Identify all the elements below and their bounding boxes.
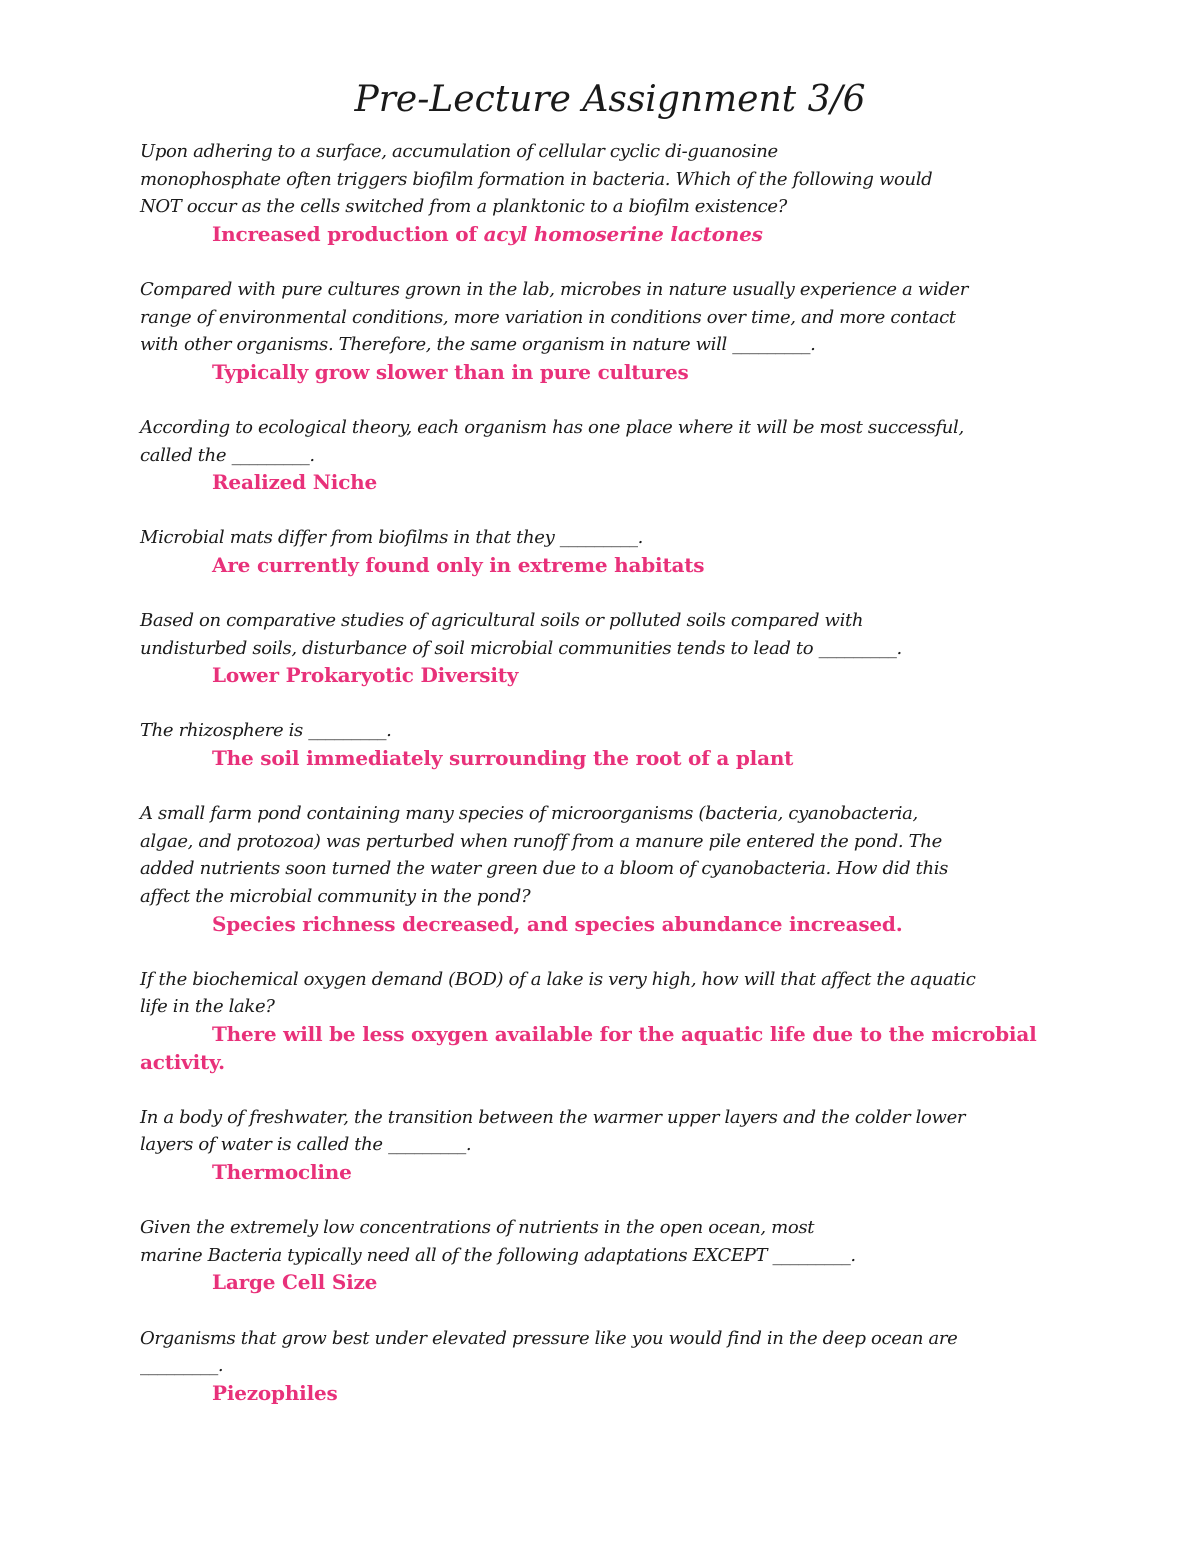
question-text: Microbial mats differ from biofilms in that they _________. <box>140 527 644 549</box>
answer-prefix: Increased production of <box>212 221 484 246</box>
question-text: In a body of freshwater, the transition between the warmer upper layers and the colder lower layers of water is called the _________. <box>140 1106 966 1156</box>
answer-text: Species richness decreased, and species abundance increased. <box>212 911 903 936</box>
question-text: Compared with pure cultures grown in the lab, microbes in nature usually experience a wider range of environmental conditions, more variation in conditions over time, and more contact with other organisms. Therefore, the same organism in nature will _________. <box>140 278 968 356</box>
question-block-2 <box>140 276 1070 386</box>
question-text: A small farm pond containing many species of microorganisms (bacteria, cyanobacteria, algae, and protozoa) was perturbed when runoff from a manure pile entered the pond. The added nutrients soon turned the water green due to a bloom of cyanobacteria. How did this affect the microbial community in the pond? <box>140 803 949 908</box>
question-block-11 <box>140 1325 1070 1408</box>
question-text: According to ecological theory, each organism has one place where it will be most successful, called the _________. <box>140 416 964 466</box>
question-block-9 <box>140 1104 1070 1187</box>
question-block-3 <box>140 414 1070 497</box>
answer-text: Piezophiles <box>212 1380 338 1405</box>
answer-text <box>140 221 1070 249</box>
answer-text: There will be less oxygen available for the aquatic life due to the microbial activity. <box>140 1022 1037 1074</box>
question-text: Given the extremely low concentrations of nutrients in the open ocean, most marine Bacteria typically need all of the following adaptations EXCEPT _________. <box>140 1217 856 1266</box>
answer-italic-term: acyl homoserine lactones <box>483 221 763 246</box>
answer-text: Thermocline <box>212 1159 352 1184</box>
question-block-8 <box>140 966 1070 1076</box>
page-title: Pre-Lecture Assignment 3/6 <box>354 79 866 120</box>
answer-text: Large Cell Size <box>212 1270 378 1295</box>
question-block-1 <box>140 138 1070 248</box>
answer-text: The soil immediately surrounding the root of a plant <box>212 746 794 771</box>
question-block-10 <box>140 1214 1070 1297</box>
answer-text: Are currently found only in extreme habitats <box>212 552 705 577</box>
question-block-4 <box>140 524 1070 579</box>
question-block-7 <box>140 800 1070 938</box>
question-block-5 <box>140 607 1070 690</box>
question-text: The rhizosphere is _________. <box>140 720 392 742</box>
answer-text: Lower Prokaryotic Diversity <box>212 663 519 688</box>
question-text: Upon adhering to a surface, accumulation of cellular cyclic di-guanosine monophosphate often triggers biofilm formation in bacteria. Which of the following would NOT occur as the cells switched from a planktonic to a biofilm existence? <box>140 141 933 218</box>
question-block-6 <box>140 717 1070 772</box>
answer-text: Typically grow slower than in pure cultures <box>212 359 689 384</box>
question-text: Based on comparative studies of agricultural soils or polluted soils compared with undisturbed soils, disturbance of soil microbial communities tends to lead to _________. <box>140 610 902 659</box>
answer-text: Realized Niche <box>212 470 378 495</box>
question-text: If the biochemical oxygen demand (BOD) of a lake is very high, how will that affect the aquatic life in the lake? <box>140 968 976 1018</box>
question-text: Organisms that grow best under elevated pressure like you would find in the deep ocean are _________. <box>140 1327 958 1377</box>
